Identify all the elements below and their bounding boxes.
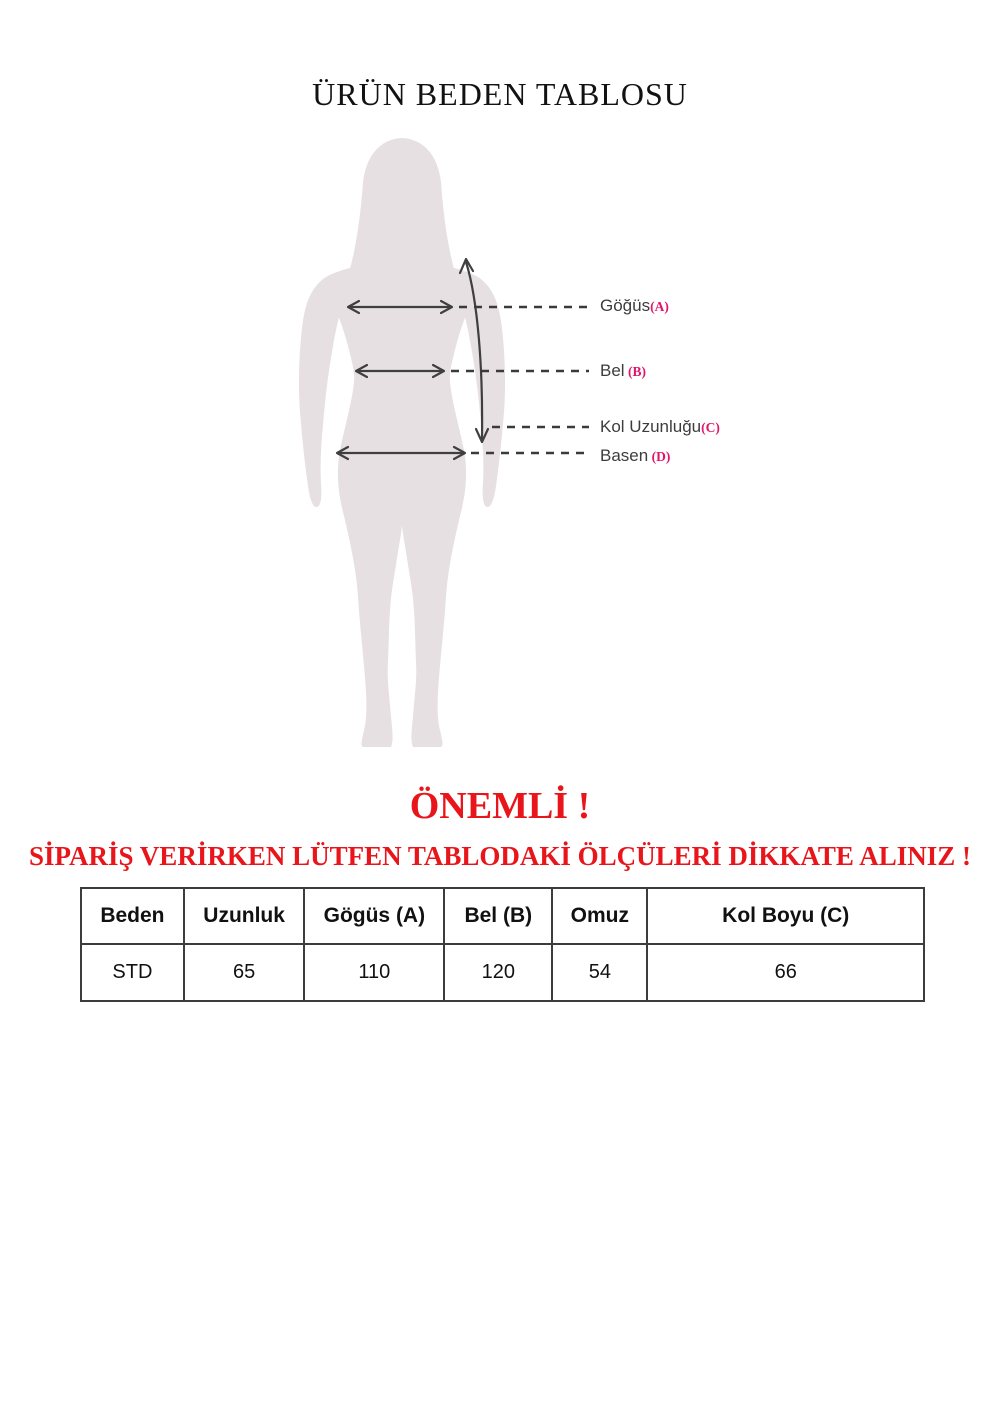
measure-name: Bel: [600, 361, 625, 380]
size-table-header-row: [81, 888, 924, 944]
cell-beden: STD: [81, 944, 184, 1001]
measure-letter: (A): [650, 299, 669, 314]
measure-letter: (D): [648, 449, 671, 464]
important-heading: ÖNEMLİ !: [409, 785, 591, 827]
measure-label-waist: [600, 361, 646, 382]
column-header-beden: Beden: [81, 888, 184, 944]
cell-gogus: 110: [304, 944, 444, 1001]
cell-uzunluk: 65: [184, 944, 305, 1001]
size-table-row-std: [81, 944, 924, 1001]
column-header-omuz: Omuz: [552, 888, 647, 944]
warning-text: SİPARİŞ VERİRKEN LÜTFEN TABLODAKİ ÖLÇÜLERİ DİKKATE ALINIZ !: [29, 841, 971, 871]
body-silhouette: [299, 138, 505, 747]
cell-kol-boyu: 66: [647, 944, 924, 1001]
column-header-kol-boyu: Kol Boyu (C): [647, 888, 924, 944]
cell-omuz: 54: [552, 944, 647, 1001]
measure-label-chest: [600, 296, 669, 317]
measure-name: Göğüs: [600, 296, 651, 315]
silhouette-torso-legs: [326, 240, 478, 747]
column-header-gogus: Gögüs (A): [304, 888, 444, 944]
size-table: [80, 887, 925, 1002]
measure-name: Basen: [600, 446, 649, 465]
cell-bel: 120: [444, 944, 552, 1001]
measure-label-arm-length: [600, 417, 720, 438]
measure-label-hip: [600, 446, 670, 467]
page-title: ÜRÜN BEDEN TABLOSU: [312, 76, 688, 112]
measure-name: Kol Uzunluğu: [600, 417, 702, 436]
column-header-uzunluk: Uzunluk: [184, 888, 305, 944]
measure-letter: (C): [701, 420, 720, 435]
measure-letter: (B): [624, 364, 646, 379]
column-header-bel: Bel (B): [444, 888, 552, 944]
